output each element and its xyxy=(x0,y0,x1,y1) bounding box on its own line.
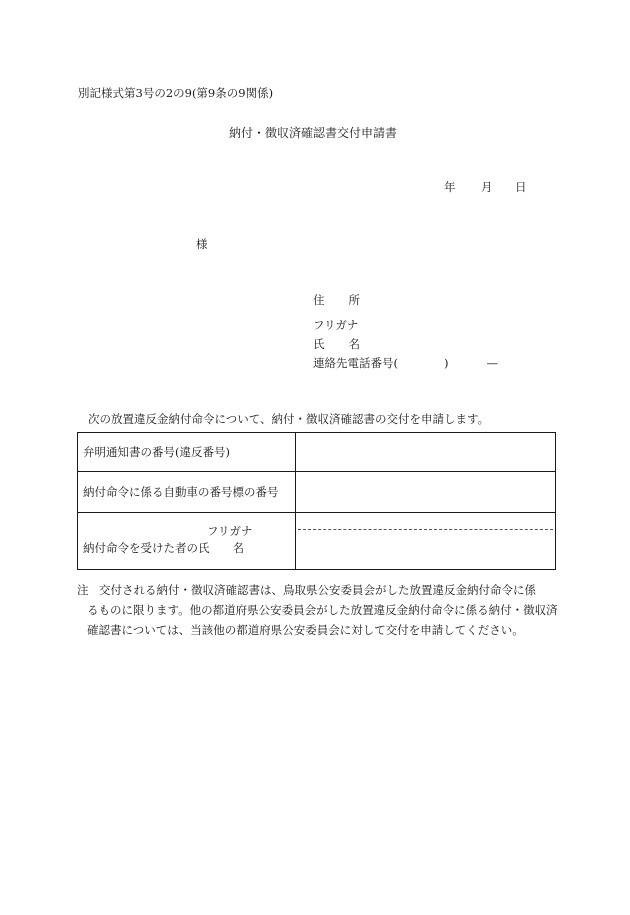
recipient-name-label-cell xyxy=(78,513,296,570)
violation-number-field[interactable] xyxy=(296,433,556,472)
recipient-furigana-label: フリガナ xyxy=(207,524,253,538)
address-label-char-1: 住 xyxy=(313,293,325,307)
form-reference: 別記様式第3号の2の9(第9条の9関係) xyxy=(78,86,274,100)
name-label-char-1: 氏 xyxy=(313,337,325,351)
applicant-phone-label xyxy=(313,355,498,371)
applicant-furigana-label: フリガナ xyxy=(313,318,359,332)
note-line-1: 交付される納付・徴収済確認書は、鳥取県公安委員会がした放置違反金納付命令に係 xyxy=(99,583,536,597)
date-month-label: 月 xyxy=(481,180,493,194)
violation-number-label: 弁明通知書の番号(違反番号) xyxy=(78,433,296,472)
license-plate-label: 納付命令に係る自動車の番号標の番号 xyxy=(78,472,296,513)
date-day-label: 日 xyxy=(515,180,527,194)
applicant-name-label xyxy=(313,336,360,352)
note-continuation: るものに限ります。他の都道府県公安委員会がした放置違反金納付命令に係る納付・徴収済確認書については、当該他の都道府県公安委員会に対して交付を申請してください。 xyxy=(87,603,558,637)
table-row xyxy=(78,513,556,570)
applicant-address-label xyxy=(313,292,360,308)
phone-close-paren: ) xyxy=(444,356,449,370)
table-row xyxy=(78,472,556,513)
table-row xyxy=(78,433,556,472)
recipient-name-field[interactable] xyxy=(296,513,556,570)
phone-dash: — xyxy=(486,356,498,370)
phone-label: 連絡先電話番号( xyxy=(313,356,398,370)
license-plate-field[interactable] xyxy=(296,472,556,513)
name-label-char-2: 名 xyxy=(348,337,360,351)
recipient-name-label: 納付命令を受けた者の氏 名 xyxy=(83,541,244,555)
address-label-char-2: 所 xyxy=(348,293,360,307)
intro-statement: 次の放置違反金納付命令について、納付・徴収済確認書の交付を申請します。 xyxy=(88,412,490,426)
request-details-table xyxy=(77,432,556,570)
addressee-suffix: 様 xyxy=(196,237,208,251)
note-mark: 注 xyxy=(77,583,89,597)
document-title: 納付・徴収済確認書交付申請書 xyxy=(229,126,398,140)
furigana-divider xyxy=(298,529,553,530)
date-year-label: 年 xyxy=(444,180,456,194)
footnote xyxy=(77,580,559,640)
